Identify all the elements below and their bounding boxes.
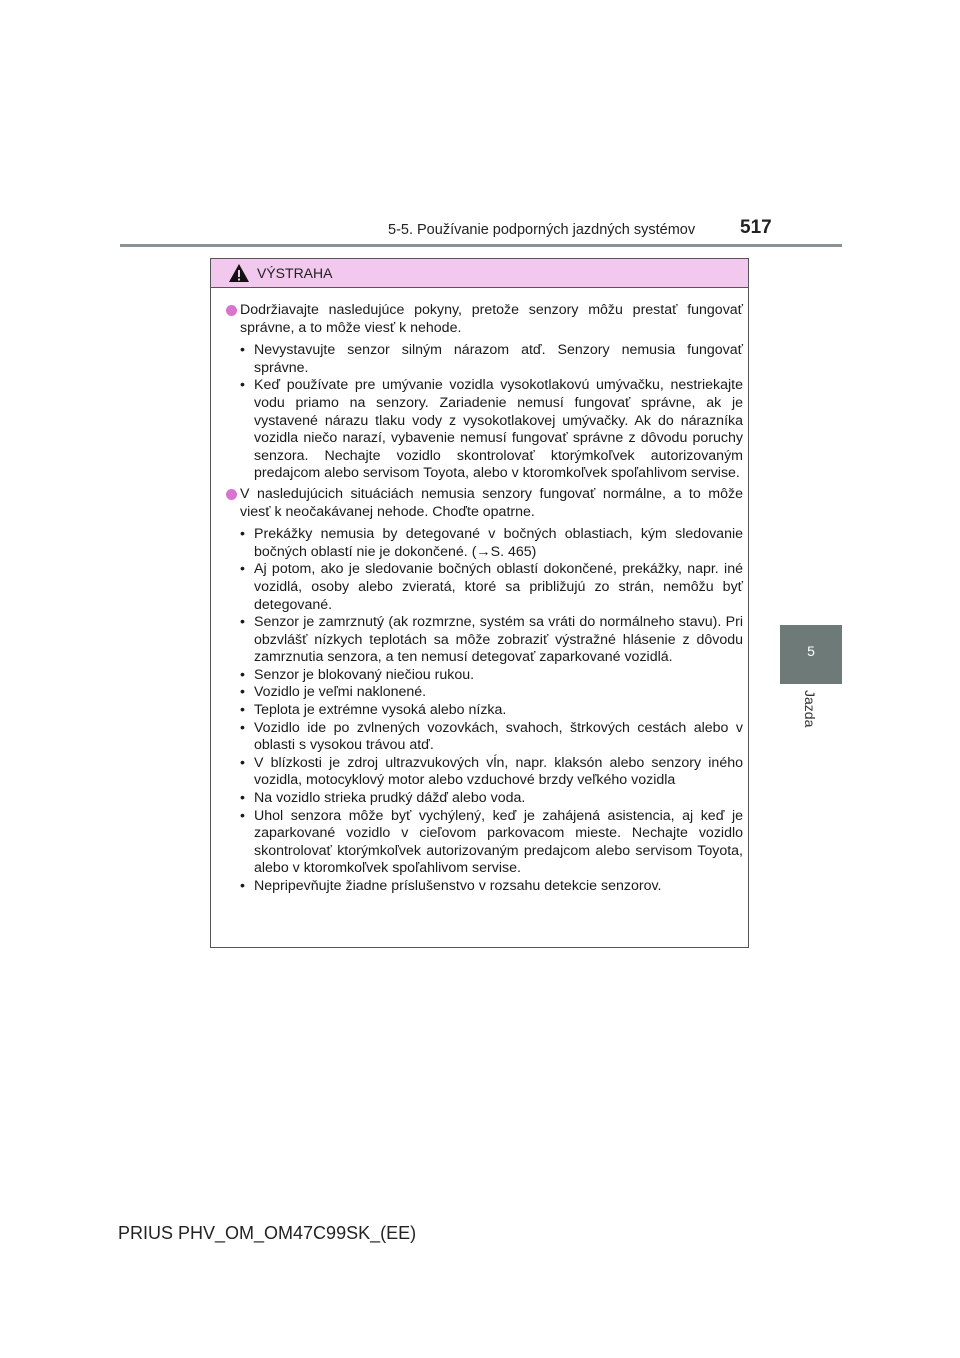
list-item: • Senzor je zamrznutý (ak rozmrzne, systém sa vráti do normálneho stavu). Pri obzvlášť nízkych teplotách sa môže zobraziť výstražné hlásenie z dôvodu zamrznutia senzora, a ten nemusí detegovať zaparkované vozidlá. [240, 614, 743, 667]
warning-list [240, 342, 743, 483]
bullet-dot-icon [226, 305, 237, 316]
warning-triangle-icon [228, 263, 250, 283]
warning-title: VÝSTRAHA [257, 265, 333, 281]
list-item: • V blízkosti je zdroj ultrazvukových vĺn, napr. klaksón alebo senzory iného vozidla, motocyklový motor alebo vzduchové brzdy veľkého vozidla [240, 755, 743, 790]
warning-list [240, 526, 743, 895]
warning-header [211, 259, 748, 288]
list-item: • Senzor je blokovaný niečiou rukou. [240, 667, 743, 685]
warning-paragraph [240, 486, 743, 521]
warning-paragraph [240, 302, 743, 337]
chapter-label [780, 690, 842, 750]
list-item: • Uhol senzora môže byť vychýlený, keď je zahájená asistencia, aj keď je zaparkované vozidlo v cieľovom parkovacom mieste. Nechajte vozidlo skontrolovať ktorýmkoľvek autorizovaným predajcom alebo servisom Toyota, alebo v ktoromkoľvek spoľahlivom servise. [240, 808, 743, 878]
chapter-label-text: Jazda [802, 690, 818, 728]
page-number: 517 [740, 217, 772, 238]
warning-content [240, 302, 743, 896]
list-item: • Nepripevňujte žiadne príslušenstvo v rozsahu detekcie senzorov. [240, 878, 743, 896]
chapter-tab[interactable] [780, 625, 842, 684]
header-divider [120, 244, 842, 247]
list-item: • Teplota je extrémne vysoká alebo nízka. [240, 702, 743, 720]
paragraph-text: V nasledujúcich situáciách nemusia senzory fungovať normálne, a to môže viesť k neočakávanej nehode. Choďte opatrne. [240, 485, 743, 520]
list-item: • Vozidlo je veľmi naklonené. [240, 684, 743, 702]
bullet-dot-icon [226, 489, 237, 500]
paragraph-text: Dodržiavajte nasledujúce pokyny, pretože senzory môžu prestať fungovať správne, a to môže viesť k nehode. [240, 302, 743, 336]
list-item: • Vozidlo ide po zvlnených vozovkách, svahoch, štrkových cestách alebo v oblasti s vysokou trávou atď. [240, 720, 743, 755]
list-item: • Aj potom, ako je sledovanie bočných oblastí dokončené, prekážky, napr. iné vozidlá, osoby alebo zvieratá, ktoré sa približujú zo strán, nemôžu byť detegované. [240, 561, 743, 614]
chapter-number: 5 [807, 643, 815, 659]
list-item: • Keď používate pre umývanie vozidla vysokotlakovú umývačku, nestriekajte vodu priamo na senzory. Zariadenie nemusí fungovať správne, ak je vystavené nárazu tlaku vody z vysokotlakovej umývačky. Ak do nárazníka vozidla niečo narazí, vybavenie nemusí fungovať správne z dôvodu poruchy senzora. Nechajte vozidlo skontrolovať ktorýmkoľvek autorizovaným predajcom alebo servisom Toyota, alebo v ktoromkoľvek spoľahlivom servise. [240, 377, 743, 483]
list-item: • Prekážky nemusia by detegované v bočných oblastiach, kým sledovanie bočných oblastí nie je dokončené. (→S. 465) [240, 526, 743, 561]
list-item: • Na vozidlo strieka prudký dážď alebo voda. [240, 790, 743, 808]
document-code: PRIUS PHV_OM_OM47C99SK_(EE) [118, 1223, 417, 1243]
section-title: 5-5. Používanie podporných jazdných systémov [388, 222, 696, 238]
list-item: • Nevystavujte senzor silným nárazom atď. Senzory nemusia fungovať správne. [240, 342, 743, 377]
